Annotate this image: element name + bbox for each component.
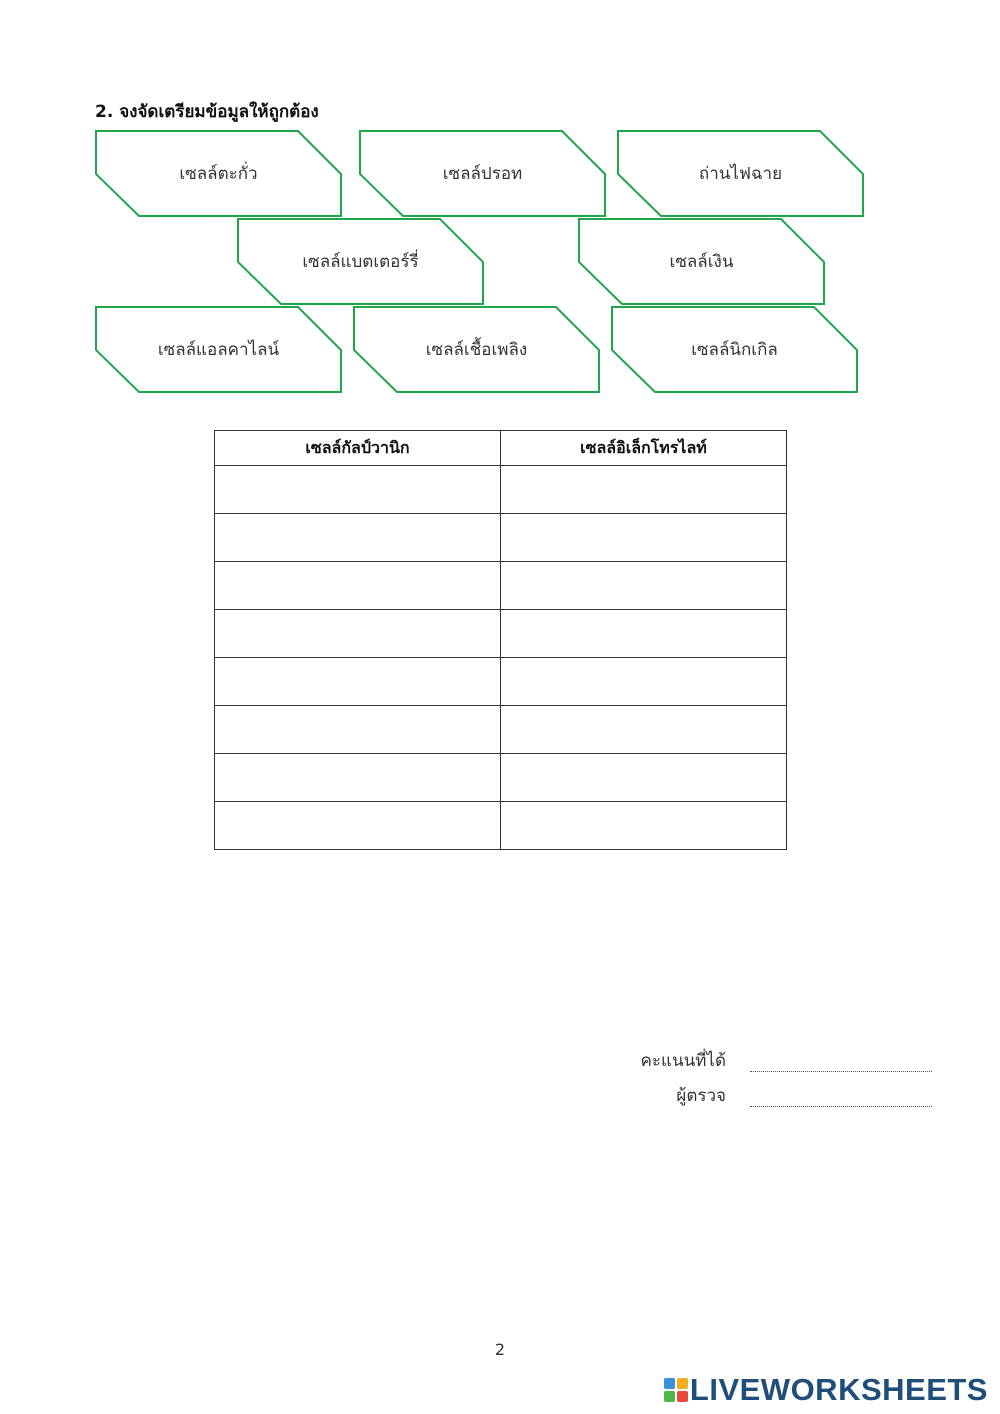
checker-label: ผู้ตรวจ bbox=[676, 1086, 726, 1106]
table-row bbox=[215, 610, 787, 658]
drop-zone[interactable] bbox=[501, 466, 786, 513]
drop-zone[interactable] bbox=[215, 466, 500, 513]
card-label: ถ่านไฟฉาย bbox=[698, 164, 783, 184]
galvanic-drop-cell[interactable] bbox=[215, 610, 501, 658]
electrolytic-drop-cell[interactable] bbox=[501, 466, 787, 514]
answer-card-lead-cell[interactable] bbox=[95, 130, 342, 217]
electrolytic-drop-cell[interactable] bbox=[501, 658, 787, 706]
drop-zone[interactable] bbox=[501, 514, 786, 561]
card-label: เซลล์นิกเกิล bbox=[691, 340, 778, 360]
electrolytic-drop-cell[interactable] bbox=[501, 706, 787, 754]
table-row bbox=[215, 802, 787, 850]
drop-zone[interactable] bbox=[501, 706, 786, 753]
galvanic-drop-cell[interactable] bbox=[215, 514, 501, 562]
drop-zone[interactable] bbox=[215, 658, 500, 705]
header-electrolytic-cell: เซลล์อิเล็กโทรไลท์ bbox=[501, 431, 787, 466]
header-galvanic-cell: เซลล์กัลป์วานิก bbox=[215, 431, 501, 466]
galvanic-drop-cell[interactable] bbox=[215, 754, 501, 802]
galvanic-drop-cell[interactable] bbox=[215, 658, 501, 706]
classification-table bbox=[214, 430, 787, 850]
brand-logo-group bbox=[664, 1374, 988, 1406]
answer-card-silver-cell[interactable] bbox=[578, 218, 825, 305]
drop-zone[interactable] bbox=[215, 514, 500, 561]
drop-zone[interactable] bbox=[215, 802, 500, 849]
answer-card-flashlight-battery[interactable] bbox=[617, 130, 864, 217]
answer-card-alkaline-cell[interactable] bbox=[95, 306, 342, 393]
drop-zone[interactable] bbox=[215, 754, 500, 801]
drop-zone[interactable] bbox=[501, 562, 786, 609]
drop-zone[interactable] bbox=[501, 658, 786, 705]
score-fill-line bbox=[750, 1071, 932, 1072]
electrolytic-drop-cell[interactable] bbox=[501, 514, 787, 562]
table-header-row bbox=[215, 431, 787, 466]
galvanic-drop-cell[interactable] bbox=[215, 466, 501, 514]
score-label: คะแนนที่ได้ bbox=[640, 1051, 726, 1071]
electrolytic-drop-cell[interactable] bbox=[501, 610, 787, 658]
card-label: เซลล์เงิน bbox=[669, 252, 734, 272]
answer-card-fuel-cell[interactable] bbox=[353, 306, 600, 393]
drop-zone[interactable] bbox=[501, 802, 786, 849]
electrolytic-drop-cell[interactable] bbox=[501, 802, 787, 850]
table-row bbox=[215, 658, 787, 706]
card-label: เซลล์แอลคาไลน์ bbox=[157, 340, 280, 360]
checker-row bbox=[600, 1083, 940, 1113]
table-row bbox=[215, 466, 787, 514]
table-row bbox=[215, 754, 787, 802]
drop-zone[interactable] bbox=[215, 562, 500, 609]
table-row bbox=[215, 706, 787, 754]
liveworksheets-logo-icon bbox=[664, 1378, 688, 1402]
answer-card-nickel-cell[interactable] bbox=[611, 306, 858, 393]
answer-card-battery-cell[interactable] bbox=[237, 218, 484, 305]
score-row bbox=[600, 1048, 940, 1078]
drop-zone[interactable] bbox=[215, 610, 500, 657]
brand-name: LIVEWORKSHEETS bbox=[689, 1372, 988, 1407]
question-title: 2. จงจัดเตรียมข้อมูลให้ถูกต้อง bbox=[95, 102, 319, 122]
galvanic-drop-cell[interactable] bbox=[215, 562, 501, 610]
drop-zone[interactable] bbox=[501, 610, 786, 657]
electrolytic-drop-cell[interactable] bbox=[501, 562, 787, 610]
drop-zone[interactable] bbox=[215, 706, 500, 753]
checker-fill-line bbox=[750, 1106, 932, 1107]
page-number: 2 bbox=[494, 1340, 506, 1359]
card-label: เซลล์เชื้อเพลิง bbox=[425, 340, 528, 360]
electrolytic-drop-cell[interactable] bbox=[501, 754, 787, 802]
card-label: เซลล์แบตเตอร์รี่ bbox=[302, 252, 419, 272]
galvanic-drop-cell[interactable] bbox=[215, 802, 501, 850]
card-label: เซลล์ปรอท bbox=[442, 164, 523, 184]
answer-card-mercury-cell[interactable] bbox=[359, 130, 606, 217]
galvanic-drop-cell[interactable] bbox=[215, 706, 501, 754]
drop-zone[interactable] bbox=[501, 754, 786, 801]
table-row bbox=[215, 562, 787, 610]
card-label: เซลล์ตะกั่ว bbox=[179, 164, 258, 184]
table-row bbox=[215, 514, 787, 562]
